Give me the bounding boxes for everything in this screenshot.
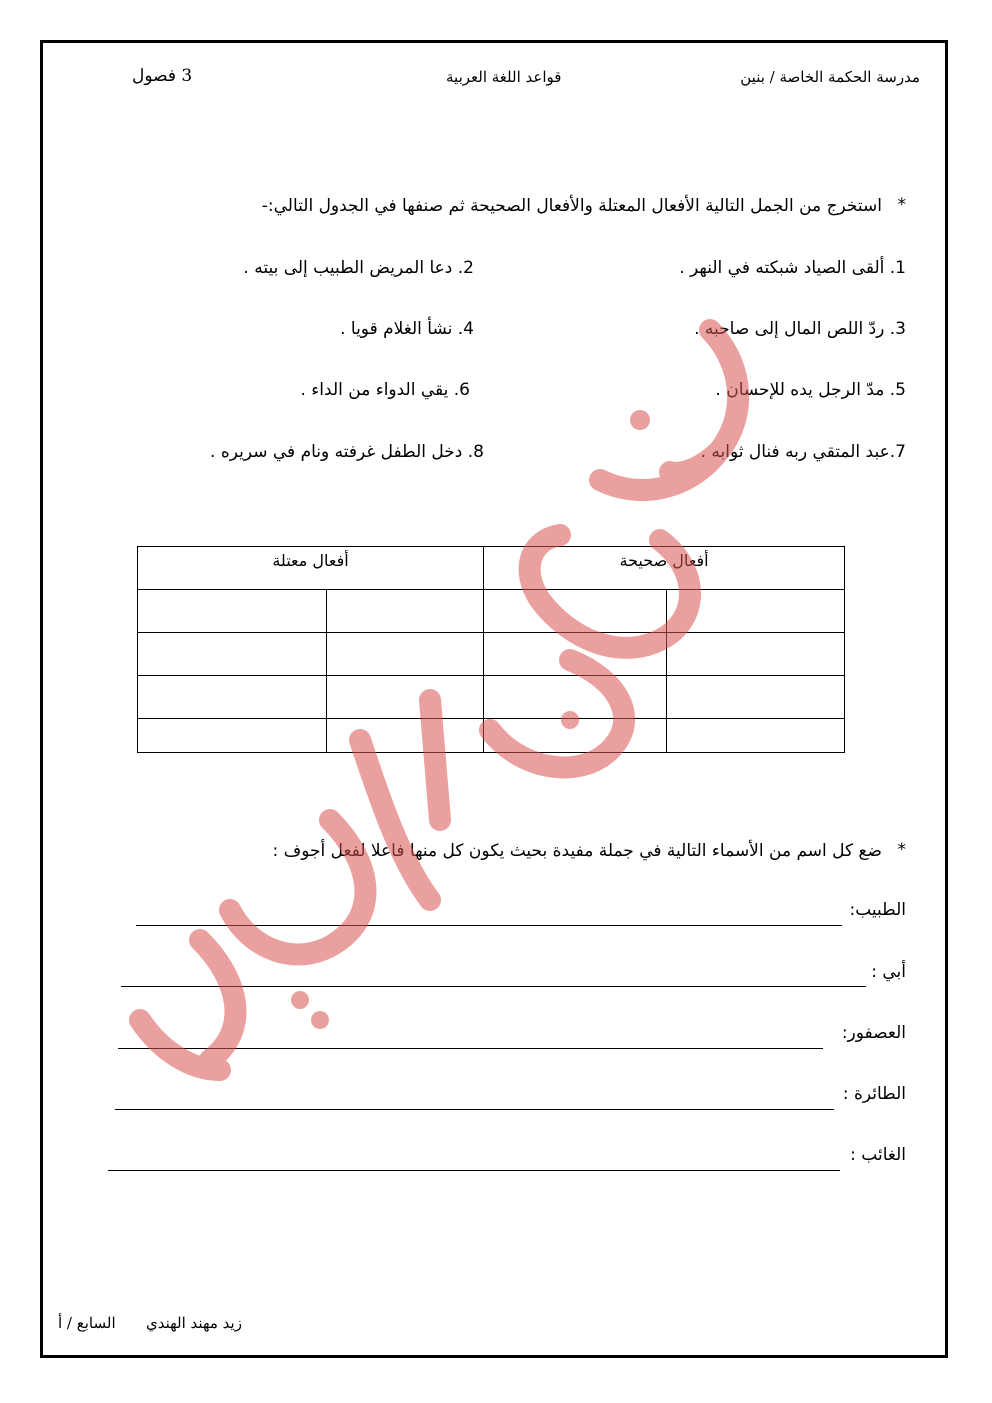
noun-label-father: أبي : xyxy=(871,962,906,982)
table-cell[interactable] xyxy=(327,633,484,676)
question2-prompt: ضع كل اسم من الأسماء التالية في جملة مفيدة بحيث يكون كل منها فاعلا لفعل أجوف : xyxy=(272,841,882,861)
sentence-8: 8. دخل الطفل غرفته ونام في سريره . xyxy=(210,442,484,462)
table-cell[interactable] xyxy=(667,590,845,633)
footer-author: زيد مهند الهندي xyxy=(146,1314,242,1332)
answer-line-plane[interactable] xyxy=(115,1109,834,1110)
answer-line-bird[interactable] xyxy=(118,1048,823,1049)
table-cell[interactable] xyxy=(484,719,667,753)
noun-label-bird: العصفور: xyxy=(841,1023,906,1043)
weak-verbs-header: أفعال معتلة xyxy=(138,547,484,590)
chapters-label: 3 فصول xyxy=(132,66,193,86)
sound-verbs-header: أفعال صحيحة xyxy=(484,547,845,590)
noun-label-doctor: الطبيب: xyxy=(849,900,906,920)
verbs-table xyxy=(137,546,845,753)
table-cell[interactable] xyxy=(138,590,327,633)
sentence-3: 3. ردّ اللص المال إلى صاحبه . xyxy=(694,319,906,339)
answer-line-father[interactable] xyxy=(121,986,866,987)
sentence-1: 1. ألقى الصياد شبكته في النهر . xyxy=(679,258,906,278)
answer-line-absent[interactable] xyxy=(108,1170,840,1171)
answer-line-doctor[interactable] xyxy=(136,925,842,926)
table-cell[interactable] xyxy=(138,676,327,719)
table-cell[interactable] xyxy=(667,719,845,753)
school-name: مدرسة الحكمة الخاصة / بنين xyxy=(740,68,920,86)
table-cell[interactable] xyxy=(138,719,327,753)
table-cell[interactable] xyxy=(327,719,484,753)
table-cell[interactable] xyxy=(138,633,327,676)
sentence-4: 4. نشأ الغلام قويا . xyxy=(340,319,474,339)
table-cell[interactable] xyxy=(484,676,667,719)
question2-star: * xyxy=(897,840,906,860)
footer-grade: السابع / أ xyxy=(58,1314,116,1332)
noun-label-plane: الطائرة : xyxy=(842,1084,906,1104)
question1-prompt: استخرج من الجمل التالية الأفعال المعتلة والأفعال الصحيحة ثم صنفها في الجدول التالي:- xyxy=(261,196,882,216)
table-cell[interactable] xyxy=(327,590,484,633)
sentence-5: 5. مدّ الرجل يده للإحسان . xyxy=(715,380,906,400)
noun-label-absent: الغائب : xyxy=(850,1145,906,1165)
table-cell[interactable] xyxy=(484,590,667,633)
sentence-7: 7.عبد المتقي ربه فنال ثوابه . xyxy=(700,442,906,462)
table-cell[interactable] xyxy=(667,633,845,676)
question1-star: * xyxy=(897,195,906,215)
sentence-6: 6. يقي الدواء من الداء . xyxy=(300,380,470,400)
subject-title: قواعد اللغة العربية xyxy=(446,68,562,86)
table-cell[interactable] xyxy=(484,633,667,676)
table-cell[interactable] xyxy=(327,676,484,719)
table-cell[interactable] xyxy=(667,676,845,719)
sentence-2: 2. دعا المريض الطبيب إلى بيته . xyxy=(243,258,474,278)
